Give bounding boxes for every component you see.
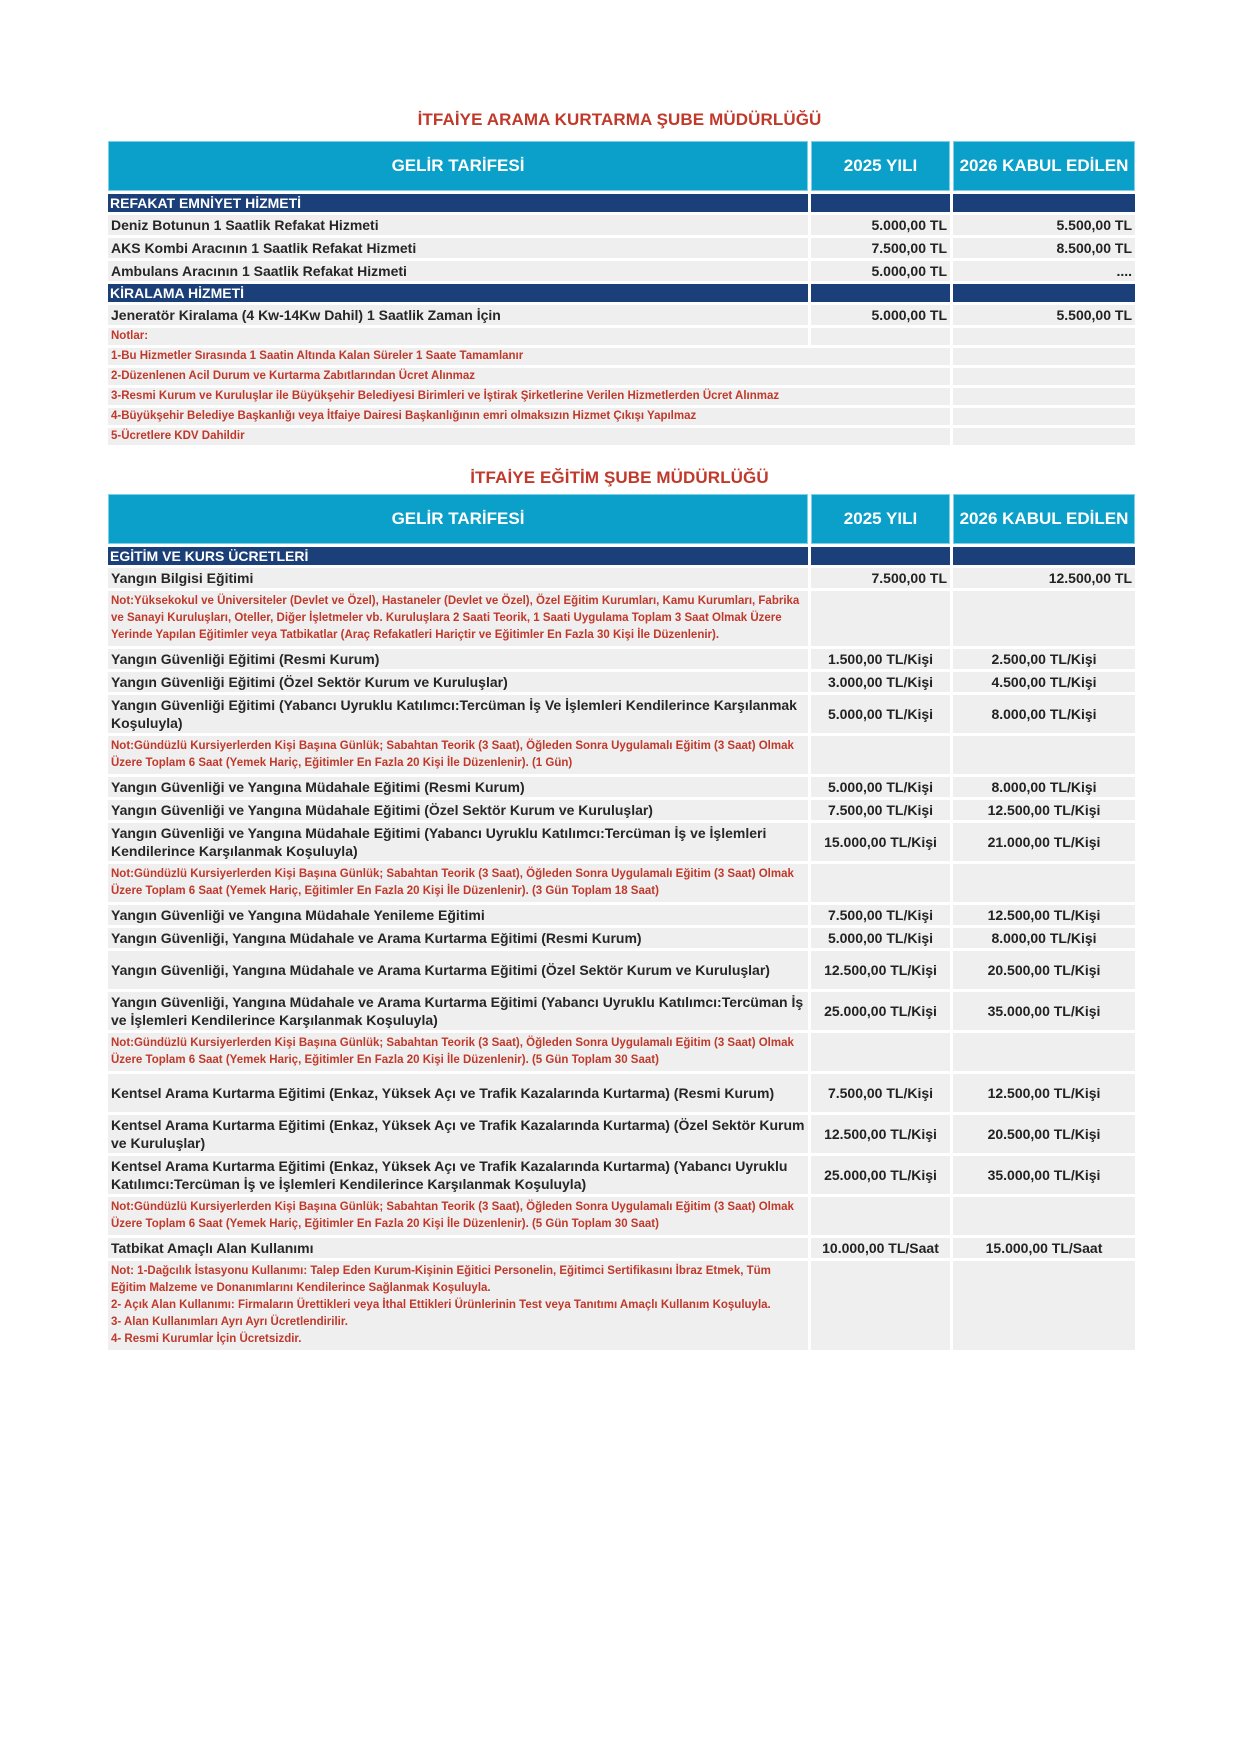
table-row xyxy=(108,928,1135,948)
price-2025: 10.000,00 TL/Saat xyxy=(811,1238,950,1258)
empty-cell xyxy=(953,1197,1135,1235)
item-name: Yangın Bilgisi Eğitimi xyxy=(108,568,808,588)
price-2026: 8.000,00 TL/Kişi xyxy=(953,777,1135,797)
item-name: Yangın Güvenliği Eğitimi (Özel Sektör Kurum ve Kuruluşlar) xyxy=(108,672,808,692)
header-gelir-tarifesi: GELİR TARİFESİ xyxy=(108,494,808,544)
price-2025: 15.000,00 TL/Kişi xyxy=(811,823,950,861)
note-text: 1-Bu Hizmetler Sırasında 1 Saatin Altında Kalan Süreler 1 Saate Tamamlanır xyxy=(108,348,950,365)
item-name: Tatbikat Amaçlı Alan Kullanımı xyxy=(108,1238,808,1258)
empty-cell xyxy=(953,864,1135,902)
note-text: 2-Düzenlenen Acil Durum ve Kurtarma Zabıtlarından Ücret Alınmaz xyxy=(108,368,950,385)
table-row xyxy=(108,305,1135,325)
price-2025: 7.500,00 TL/Kişi xyxy=(811,905,950,925)
table-row xyxy=(108,1156,1135,1194)
note-row xyxy=(108,1033,1135,1071)
empty-cell xyxy=(953,1033,1135,1071)
price-2026: 12.500,00 TL/Kişi xyxy=(953,800,1135,820)
price-2026: 12.500,00 TL xyxy=(953,568,1135,588)
note-row xyxy=(108,736,1135,774)
group-header-refakat xyxy=(108,194,1135,212)
price-2026: 20.500,00 TL/Kişi xyxy=(953,1115,1135,1153)
price-2026: 15.000,00 TL/Saat xyxy=(953,1238,1135,1258)
note-text: Not:Yüksekokul ve Üniversiteler (Devlet ve Özel), Hastaneler (Devlet ve Özel), Özel Eğitim Kurumları, Kamu Kurumları, Fabrika ve Sanayi Kuruluşları, Oteller, Diğer İşletmeler vb. Kuruluşlara 2 Saati Teorik, 1 Saati Uygulama Toplam 3 Saat Olmak Üzere Yerinde Yapılan Eğitimler veya Tatbikatlar (Araç Refakatleri Hariçtir ve Eğitimler En Fazla 30 Kişi İle Düzenlenir). xyxy=(108,591,808,646)
table-header xyxy=(108,494,1135,544)
group-label: EGİTİM VE KURS ÜCRETLERİ xyxy=(108,547,808,565)
note-row xyxy=(108,368,1135,385)
item-name: Ambulans Aracının 1 Saatlik Refakat Hizmeti xyxy=(108,261,808,281)
note-text: 3-Resmi Kurum ve Kuruluşlar ile Büyükşehir Belediyesi Birimleri ve İştirak Şirketlerine Verilen Hizmetlerden Ücret Alınmaz xyxy=(108,388,950,405)
price-2026: 8.000,00 TL/Kişi xyxy=(953,695,1135,733)
item-name: Yangın Güvenliği ve Yangına Müdahale Eğitimi (Resmi Kurum) xyxy=(108,777,808,797)
group-header-egitim xyxy=(108,547,1135,565)
table-row xyxy=(108,1115,1135,1153)
note-row xyxy=(108,1261,1135,1350)
price-2025: 7.500,00 TL/Kişi xyxy=(811,1074,950,1112)
empty-cell xyxy=(953,591,1135,646)
empty-cell xyxy=(953,736,1135,774)
table-row xyxy=(108,695,1135,733)
price-2026: 21.000,00 TL/Kişi xyxy=(953,823,1135,861)
table-row xyxy=(108,1238,1135,1258)
header-2026: 2026 KABUL EDİLEN xyxy=(953,494,1135,544)
note-row xyxy=(108,591,1135,646)
table-row xyxy=(108,1074,1135,1112)
item-name: Kentsel Arama Kurtarma Eğitimi (Enkaz, Yüksek Açı ve Trafik Kazalarında Kurtarma) (Özel Sektör Kurum ve Kuruluşlar) xyxy=(108,1115,808,1153)
price-2026: 5.500,00 TL xyxy=(953,305,1135,325)
note-row xyxy=(108,348,1135,365)
note-text: 4-Büyükşehir Belediye Başkanlığı veya İtfaiye Dairesi Başkanlığının emri olmaksızın Hizmet Çıkışı Yapılmaz xyxy=(108,408,950,425)
table-row xyxy=(108,238,1135,258)
price-2026: 5.500,00 TL xyxy=(953,215,1135,235)
note-text: Not:Gündüzlü Kursiyerlerden Kişi Başına Günlük; Sabahtan Teorik (3 Saat), Öğleden Sonra Uygulamalı Eğitim (3 Saat) Olmak Üzere Toplam 6 Saat (Yemek Hariç, Eğitimler En Fazla 20 Kişi İle Düzenlenir). (5 Gün Toplam 30 Saat) xyxy=(108,1197,808,1235)
table-row xyxy=(108,261,1135,281)
table-row xyxy=(108,992,1135,1030)
price-2026: 20.500,00 TL/Kişi xyxy=(953,951,1135,989)
header-2025: 2025 YILI xyxy=(811,494,950,544)
empty-cell xyxy=(811,736,950,774)
item-name: Yangın Güvenliği, Yangına Müdahale ve Arama Kurtarma Eğitimi (Özel Sektör Kurum ve Kuruluşlar) xyxy=(108,951,808,989)
price-2025: 3.000,00 TL/Kişi xyxy=(811,672,950,692)
note-text: Not: 1-Dağcılık İstasyonu Kullanımı: Talep Eden Kurum-Kişinin Eğitici Personelin, Eğitimci Sertifikasını İbraz Etmek, Tüm Eğitim Malzeme ve Donanımlarını Kendilerince Sağlanmak Koşuluyla. 2- Açık Alan Kullanımı: Firmaların Ürettikleri veya İthal Ettikleri Ürünlerinin Test veya Tanıtımı Amaçlı Kullanım Koşuluyla. 3- Alan Kullanımları Ayrı Ayrı Ücretlendirilir. 4- Resmi Kurumlar İçin Ücretsizdir. xyxy=(108,1261,808,1350)
header-2026: 2026 KABUL EDİLEN xyxy=(953,141,1135,191)
note-text: Not:Gündüzlü Kursiyerlerden Kişi Başına Günlük; Sabahtan Teorik (3 Saat), Öğleden Sonra Uygulamalı Eğitim (3 Saat) Olmak Üzere Toplam 6 Saat (Yemek Hariç, Eğitimler En Fazla 20 Kişi İle Düzenlenir). (5 Gün Toplam 30 Saat) xyxy=(108,1033,808,1071)
price-2026: 4.500,00 TL/Kişi xyxy=(953,672,1135,692)
price-2026: .... xyxy=(953,261,1135,281)
item-name: AKS Kombi Aracının 1 Saatlik Refakat Hizmeti xyxy=(108,238,808,258)
price-2025: 7.500,00 TL/Kişi xyxy=(811,800,950,820)
price-2025: 5.000,00 TL/Kişi xyxy=(811,928,950,948)
item-name: Kentsel Arama Kurtarma Eğitimi (Enkaz, Yüksek Açı ve Trafik Kazalarında Kurtarma) (Yabancı Uyruklu Katılımcı:Tercüman İş ve İşlemleri Kendilerince Karşılanmak Koşuluyla) xyxy=(108,1156,808,1194)
group-label: REFAKAT EMNİYET HİZMETİ xyxy=(108,194,808,212)
item-name: Yangın Güvenliği Eğitimi (Yabancı Uyruklu Katılımcı:Tercüman İş Ve İşlemleri Kendilerince Karşılanmak Koşuluyla) xyxy=(108,695,808,733)
item-name: Yangın Güvenliği ve Yangına Müdahale Eğitimi (Yabancı Uyruklu Katılımcı:Tercüman İş ve İşlemleri Kendilerince Karşılanmak Koşuluyla) xyxy=(108,823,808,861)
price-2025: 5.000,00 TL xyxy=(811,215,950,235)
table-row xyxy=(108,800,1135,820)
empty-cell xyxy=(811,864,950,902)
price-2026: 12.500,00 TL/Kişi xyxy=(953,905,1135,925)
price-2025: 25.000,00 TL/Kişi xyxy=(811,992,950,1030)
table-row xyxy=(108,649,1135,669)
notes-label: Notlar: xyxy=(108,328,808,345)
note-row xyxy=(108,408,1135,425)
price-2025: 7.500,00 TL xyxy=(811,238,950,258)
item-name: Yangın Güvenliği ve Yangına Müdahale Eğitimi (Özel Sektör Kurum ve Kuruluşlar) xyxy=(108,800,808,820)
table-row xyxy=(108,823,1135,861)
price-2026: 2.500,00 TL/Kişi xyxy=(953,649,1135,669)
price-2025: 12.500,00 TL/Kişi xyxy=(811,951,950,989)
price-2026: 8.000,00 TL/Kişi xyxy=(953,928,1135,948)
section-title-egitim: İTFAİYE EĞİTİM ŞUBE MÜDÜRLÜĞÜ xyxy=(470,468,769,487)
price-2026: 35.000,00 TL/Kişi xyxy=(953,992,1135,1030)
price-2025: 7.500,00 TL xyxy=(811,568,950,588)
tariff-table-egitim xyxy=(105,491,1138,1353)
item-name: Yangın Güvenliği, Yangına Müdahale ve Arama Kurtarma Eğitimi (Resmi Kurum) xyxy=(108,928,808,948)
price-2025: 12.500,00 TL/Kişi xyxy=(811,1115,950,1153)
tariff-table-arama-kurtarma xyxy=(105,138,1138,448)
item-name: Yangın Güvenliği, Yangına Müdahale ve Arama Kurtarma Eğitimi (Yabancı Uyruklu Katılımcı:Tercüman İş ve İşlemleri Kendilerince Karşılanmak Koşuluyla) xyxy=(108,992,808,1030)
item-name: Kentsel Arama Kurtarma Eğitimi (Enkaz, Yüksek Açı ve Trafik Kazalarında Kurtarma) (Resmi Kurum) xyxy=(108,1074,808,1112)
note-text: 5-Ücretlere KDV Dahildir xyxy=(108,428,950,445)
note-text: Not:Gündüzlü Kursiyerlerden Kişi Başına Günlük; Sabahtan Teorik (3 Saat), Öğleden Sonra Uygulamalı Eğitim (3 Saat) Olmak Üzere Toplam 6 Saat (Yemek Hariç, Eğitimler En Fazla 20 Kişi İle Düzenlenir). (1 Gün) xyxy=(108,736,808,774)
note-row xyxy=(108,864,1135,902)
item-name: Deniz Botunun 1 Saatlik Refakat Hizmeti xyxy=(108,215,808,235)
note-row xyxy=(108,428,1135,445)
header-gelir-tarifesi: GELİR TARİFESİ xyxy=(108,141,808,191)
header-2025: 2025 YILI xyxy=(811,141,950,191)
note-text: Not:Gündüzlü Kursiyerlerden Kişi Başına Günlük; Sabahtan Teorik (3 Saat), Öğleden Sonra Uygulamalı Eğitim (3 Saat) Olmak Üzere Toplam 6 Saat (Yemek Hariç, Eğitimler En Fazla 20 Kişi İle Düzenlenir). (3 Gün Toplam 18 Saat) xyxy=(108,864,808,902)
item-name: Jeneratör Kiralama (4 Kw-14Kw Dahil) 1 Saatlik Zaman İçin xyxy=(108,305,808,325)
table-row xyxy=(108,568,1135,588)
empty-cell xyxy=(811,591,950,646)
item-name: Yangın Güvenliği ve Yangına Müdahale Yenileme Eğitimi xyxy=(108,905,808,925)
note-row xyxy=(108,388,1135,405)
table-row xyxy=(108,905,1135,925)
table-row xyxy=(108,215,1135,235)
group-label: KİRALAMA HİZMETİ xyxy=(108,284,808,302)
note-row xyxy=(108,1197,1135,1235)
empty-cell xyxy=(953,1261,1135,1350)
price-2025: 1.500,00 TL/Kişi xyxy=(811,649,950,669)
table-header xyxy=(108,141,1135,191)
price-2025: 25.000,00 TL/Kişi xyxy=(811,1156,950,1194)
table-row xyxy=(108,951,1135,989)
price-2026: 12.500,00 TL/Kişi xyxy=(953,1074,1135,1112)
price-2026: 35.000,00 TL/Kişi xyxy=(953,1156,1135,1194)
price-2025: 5.000,00 TL xyxy=(811,305,950,325)
price-2025: 5.000,00 TL/Kişi xyxy=(811,777,950,797)
price-2026: 8.500,00 TL xyxy=(953,238,1135,258)
empty-cell xyxy=(811,1261,950,1350)
price-2025: 5.000,00 TL xyxy=(811,261,950,281)
section-title-arama-kurtarma: İTFAİYE ARAMA KURTARMA ŞUBE MÜDÜRLÜĞÜ xyxy=(417,110,822,129)
item-name: Yangın Güvenliği Eğitimi (Resmi Kurum) xyxy=(108,649,808,669)
notes-label-row xyxy=(108,328,1135,345)
table-row xyxy=(108,672,1135,692)
table-row xyxy=(108,777,1135,797)
group-header-kiralama xyxy=(108,284,1135,302)
empty-cell xyxy=(811,1197,950,1235)
price-2025: 5.000,00 TL/Kişi xyxy=(811,695,950,733)
empty-cell xyxy=(811,1033,950,1071)
